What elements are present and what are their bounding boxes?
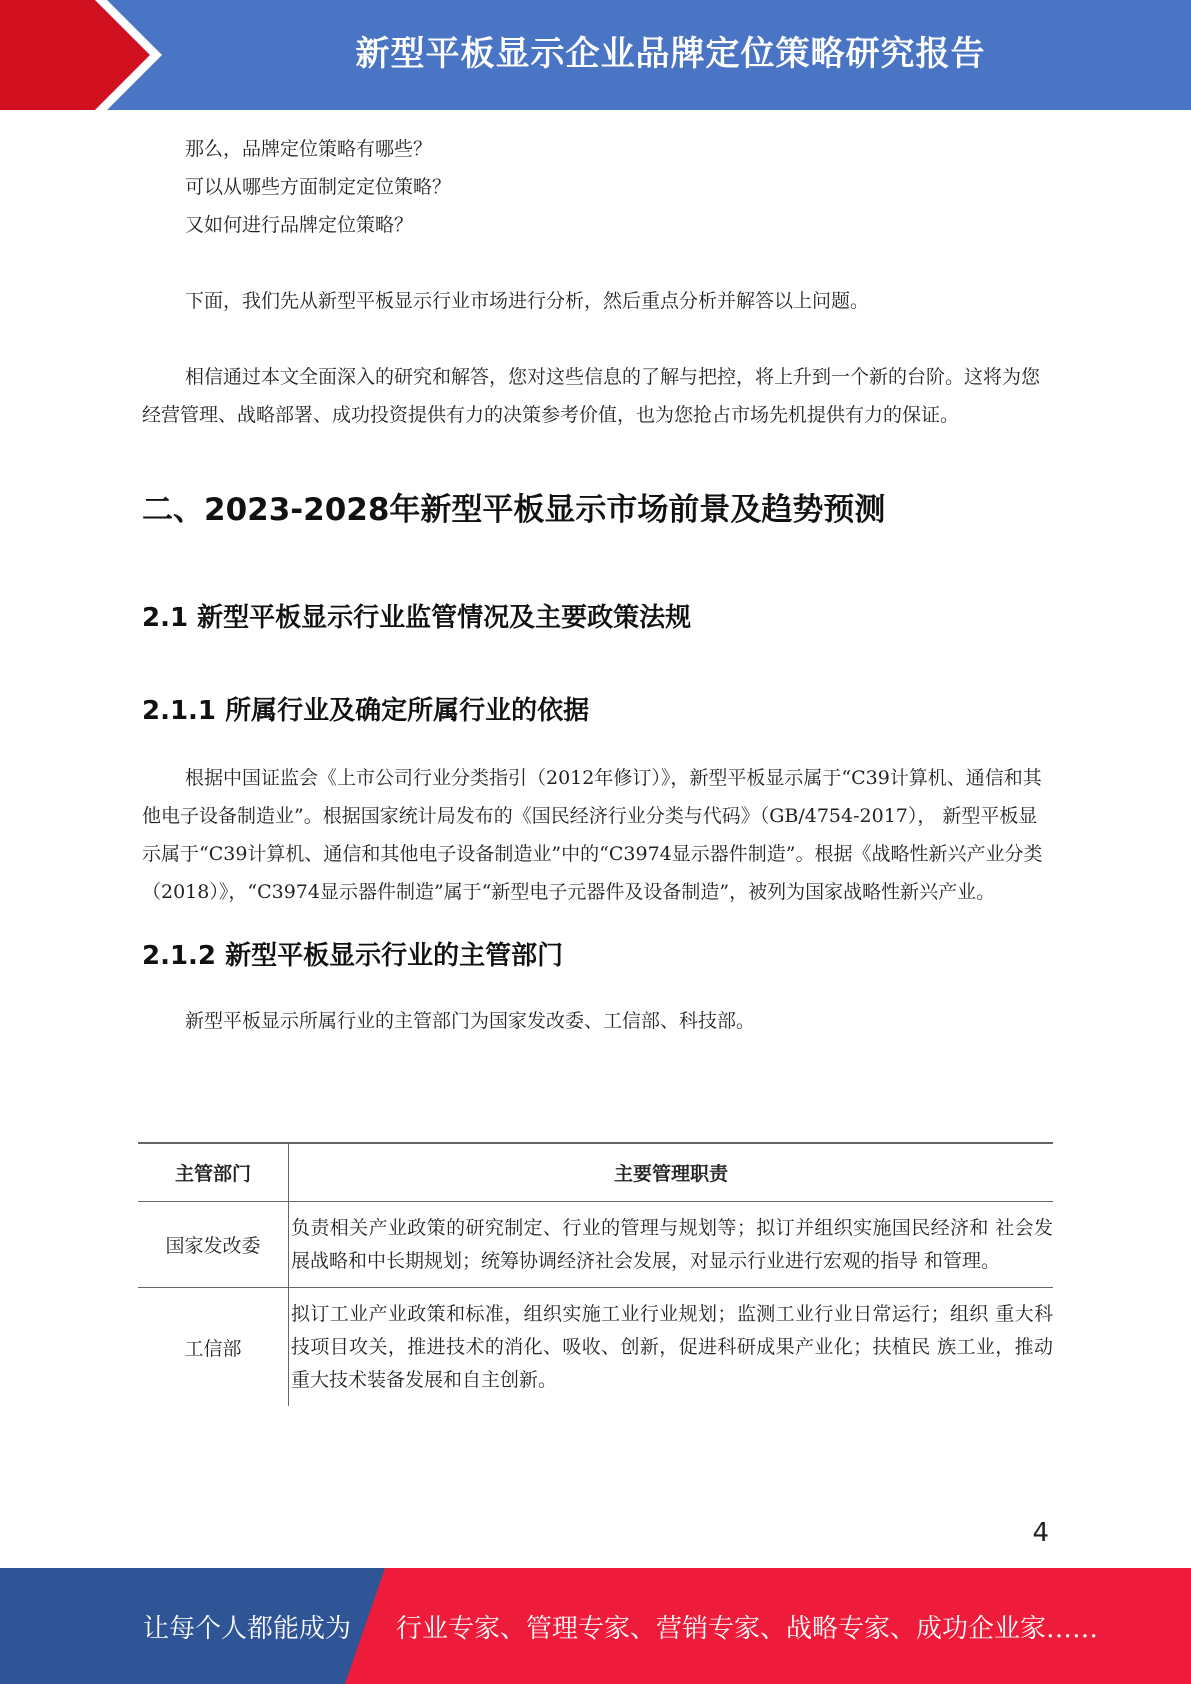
table-cell-duty: 拟订工业产业政策和标准，组织实施工业行业规划；监测工业行业日常运行；组织 重大科技项目攻关，推进技术的消化、吸收、创新，促进科研成果产业化；扶植民 族工业，推动重大技术装备发展和自主创新。 <box>291 1303 1053 1391</box>
footer-slogan-right: 行业专家、管理专家、营销专家、战略专家、成功企业家…… <box>396 1614 1099 1644</box>
intro-believe-paragraph: 相信通过本文全面深入的研究和解答，您对这些信息的了解与把控，将上升到一个新的台阶。这将为您经营管理、战略部署、成功投资提供有力的决策参考价值，也为您抢占市场先机提供有力的保证。 <box>142 366 1041 426</box>
table-header-duty: 主要管理职责 <box>289 1143 1054 1202</box>
document-title: 新型平板显示企业品牌定位策略研究报告 <box>355 34 986 74</box>
footer-slogan-left: 让每个人都能成为 <box>143 1614 352 1644</box>
regulator-table <box>138 1142 1053 1406</box>
subsection-heading-2-1-2: 2.1.2 新型平板显示行业的主管部门 <box>142 941 564 971</box>
subsection-heading-2-1-1: 2.1.1 所属行业及确定所属行业的依据 <box>142 696 590 726</box>
table-cell-dept: 国家发改委 <box>138 1202 289 1288</box>
table-row <box>138 1202 1053 1288</box>
intro-question-2: 可以从哪些方面制定定位策略？ <box>185 176 452 198</box>
subsection-heading-2-1: 2.1 新型平板显示行业监管情况及主要政策法规 <box>142 603 692 633</box>
table-row <box>138 1288 1053 1407</box>
table-cell-dept: 工信部 <box>138 1288 289 1407</box>
table-cell-duty: 负责相关产业政策的研究制定、行业的管理与规划等；拟订并组织实施国民经济和 社会发展战略和中长期规划；统筹协调经济社会发展，对显示行业进行宏观的指导 和管理。 <box>289 1202 1054 1288</box>
page-number: 4 <box>1032 1518 1049 1548</box>
industry-classification-paragraph: 根据中国证监会《上市公司行业分类指引（2012年修订）》，新型平板显示属于“C39计算机、通信和其他电子设备制造业”。根据国家统计局发布的《国民经济行业分类与代码》（GB/4754-2017）， 新型平板显示属于“C39计算机、通信和其他电子设备制造业”中的“C3974显示器件制造”。根据《战略性新兴产业分类（2018）》，“C3974显示器件制造”属于“新型电子元器件及设备制造”，被列为国家战略性新兴产业。 <box>142 767 1043 903</box>
intro-next-paragraph: 下面，我们先从新型平板显示行业市场进行分析，然后重点分析并解答以上问题。 <box>185 290 870 312</box>
section-heading-2: 二、2023-2028年新型平板显示市场前景及趋势预测 <box>142 492 886 528</box>
page-header <box>0 0 1191 110</box>
intro-question-1: 那么，品牌定位策略有哪些？ <box>185 138 433 160</box>
page-content <box>142 130 1052 1040</box>
page-footer <box>0 1568 1191 1684</box>
table-header-row <box>138 1143 1053 1202</box>
regulator-paragraph: 新型平板显示所属行业的主管部门为国家发改委、工信部、科技部。 <box>185 1010 756 1032</box>
intro-question-3: 又如何进行品牌定位策略？ <box>185 214 414 236</box>
table-header-dept: 主管部门 <box>138 1143 289 1202</box>
